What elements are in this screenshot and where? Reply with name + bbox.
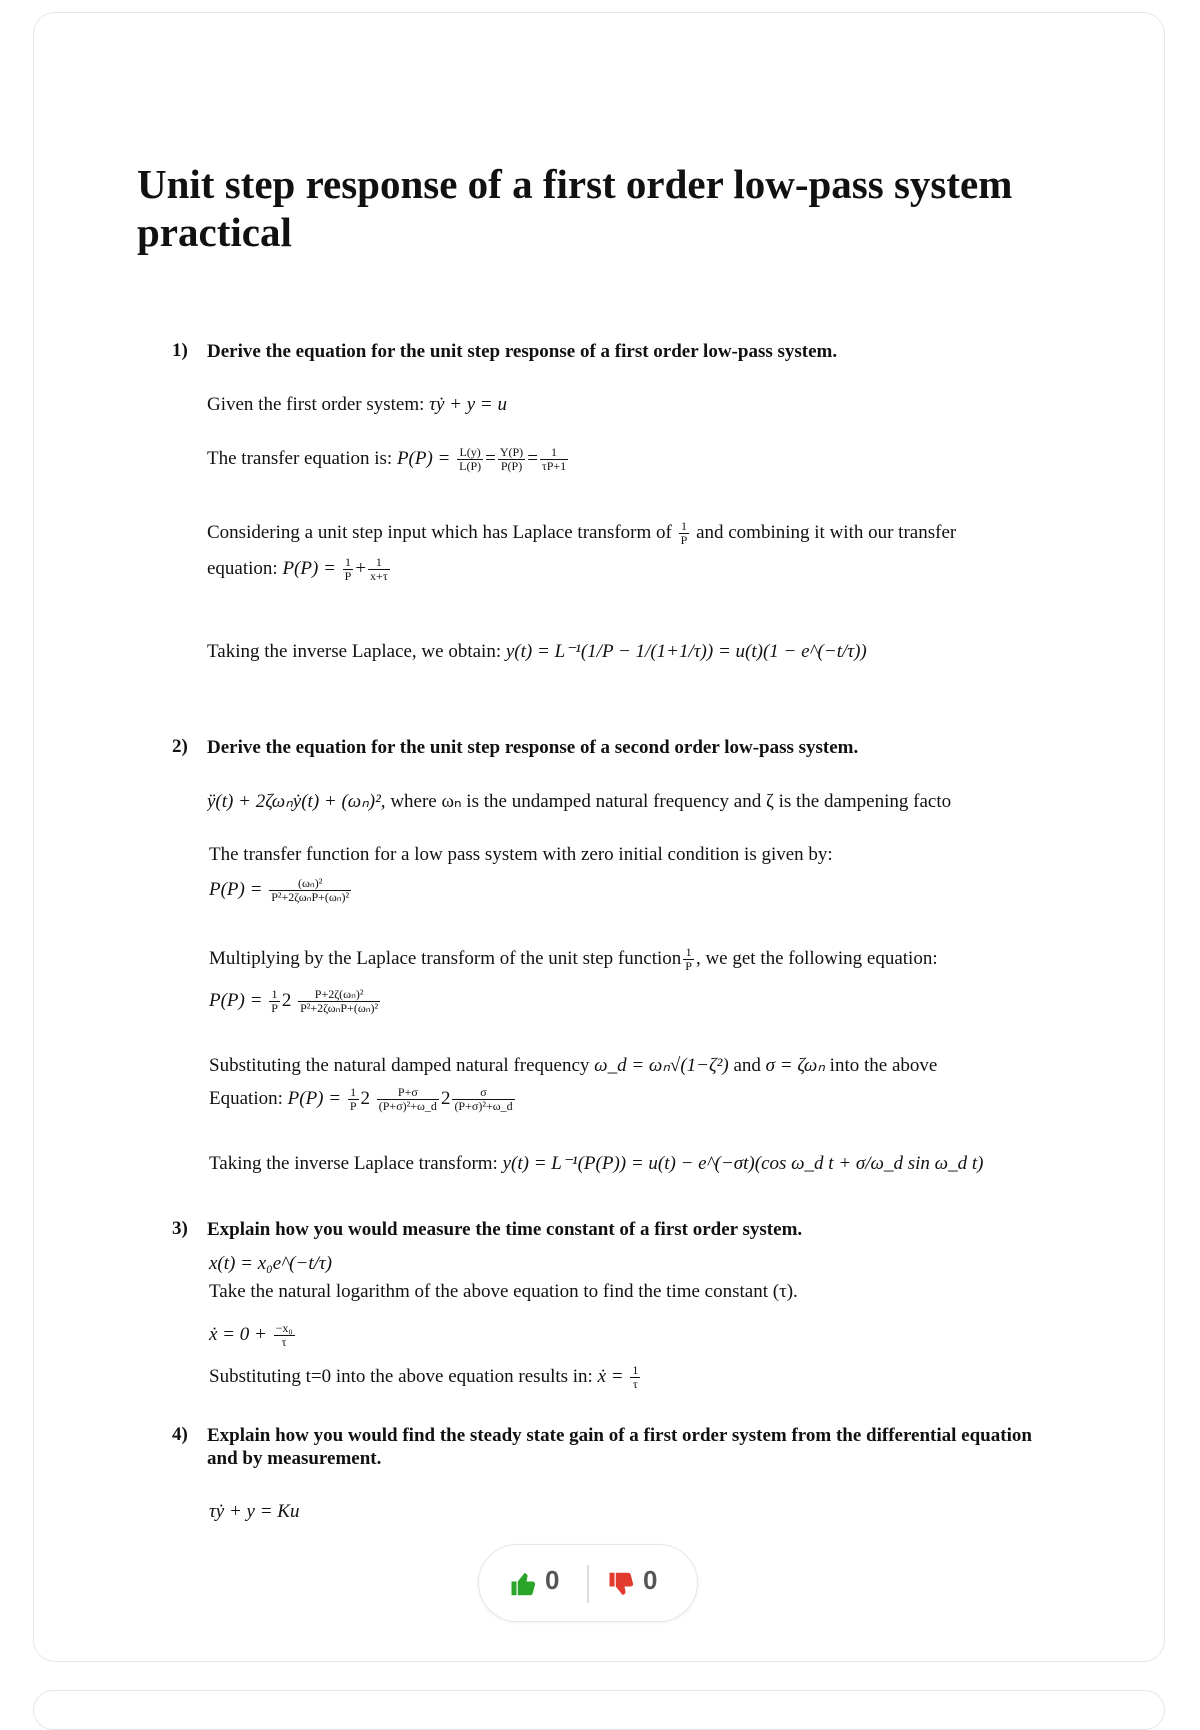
- denominator: τ: [281, 1335, 287, 1349]
- equation: ω_d = ωₙ√(1−ζ²): [594, 1055, 729, 1076]
- question-text: Explain how you would measure the time constant of a first order system.: [207, 1219, 803, 1240]
- minus-sign: 2: [440, 1087, 451, 1109]
- q2-transfer-function-text: The transfer function for a low pass system with zero initial condition is given by:: [209, 844, 833, 865]
- q3-decay-equation: [209, 1252, 332, 1275]
- q1-combined-equation: [207, 556, 392, 583]
- fraction: [274, 1322, 295, 1349]
- q3-log-text: Take the natural logarithm of the above equation to find the time constant (τ).: [209, 1281, 798, 1302]
- text: Substituting the natural damped natural frequency: [209, 1055, 590, 1076]
- equation: τẏ + y = Ku: [209, 1501, 300, 1522]
- denominator: x+τ: [370, 569, 388, 583]
- numerator: L(y): [457, 446, 483, 460]
- next-card: [33, 1690, 1165, 1730]
- answer-card: [33, 12, 1165, 1662]
- text: Multiplying by the Laplace transform of the unit step function: [209, 947, 682, 969]
- numerator: 1: [348, 1086, 359, 1100]
- denominator: P: [271, 1001, 278, 1015]
- numerator: 1: [679, 520, 690, 534]
- numerator: Y(P): [499, 445, 524, 459]
- question-number: 1): [172, 340, 188, 361]
- fraction: [457, 446, 483, 473]
- equation: τẏ + y = u: [429, 394, 507, 415]
- text: and: [733, 1055, 761, 1076]
- numerator: 1: [368, 556, 390, 570]
- denominator: P: [344, 569, 352, 583]
- fraction: [343, 556, 354, 583]
- q2-damped-equation: [209, 1086, 517, 1113]
- numerator: P+σ: [377, 1086, 439, 1100]
- denominator: (P+σ)²+ω_d: [378, 1099, 437, 1113]
- q2-multiply-step: [209, 946, 938, 973]
- q2-differential-equation: [207, 790, 1165, 813]
- text: Considering a unit step input which has Laplace transform of: [207, 521, 672, 543]
- minus-sign: 2: [281, 989, 292, 1011]
- denominator: (P+σ)²+ω_d: [454, 1099, 513, 1113]
- denominator: P: [680, 533, 688, 547]
- equation: ẋ =: [597, 1365, 624, 1387]
- q2-transfer-function: [209, 877, 353, 904]
- fraction: [540, 446, 568, 473]
- numerator: 1: [683, 946, 694, 960]
- question-text: Derive the equation for the unit step response of a first order low-pass system.: [207, 341, 838, 362]
- text: where ωₙ is the undamped natural frequency and ζ is the dampening facto: [390, 791, 952, 812]
- numerator: (ωₙ)²: [269, 877, 351, 891]
- denominator: L(P): [459, 459, 482, 473]
- thumbs-down-icon[interactable]: [607, 1569, 637, 1599]
- numerator: 1: [269, 988, 280, 1002]
- equation-lhs: ẋ = 0 +: [209, 1323, 267, 1345]
- equation: ÿ(t) + 2ζωₙẏ(t) + (ωₙ)²,: [207, 791, 386, 812]
- text: and combining it with our transfer: [696, 521, 957, 543]
- equation-lhs: P(P) =: [396, 447, 451, 469]
- fraction: [298, 988, 380, 1015]
- q2-step-equation: [209, 988, 382, 1015]
- question-text: Explain how you would find the steady state gain of a first order system from the differential equation and by measurement.: [207, 1425, 1032, 1469]
- q2-damped-frequency: [209, 1054, 937, 1077]
- downvote-count: 0: [643, 1565, 658, 1595]
- upvote-count: 0: [545, 1565, 560, 1595]
- numerator: 1: [632, 1363, 639, 1377]
- equation-lhs: P(P) =: [209, 878, 263, 900]
- equation: σ = ζωₙ: [765, 1055, 825, 1076]
- fraction: [368, 556, 390, 583]
- denominator: P: [685, 959, 692, 973]
- label: Equation:: [209, 1087, 283, 1109]
- text: Substituting t=0 into the above equation results in:: [209, 1365, 593, 1387]
- label: Given the first order system:: [207, 394, 425, 415]
- q2-inverse-laplace: [209, 1152, 1159, 1175]
- question-number: 3): [172, 1218, 188, 1239]
- fraction: [348, 1086, 359, 1113]
- numerator: 1: [540, 446, 568, 460]
- fraction: [452, 1086, 514, 1113]
- fraction: [630, 1364, 640, 1391]
- question-number: 4): [172, 1424, 188, 1445]
- text: , we get the following equation:: [695, 947, 938, 969]
- equation-lhs: P(P) =: [282, 557, 336, 579]
- q3-derivative-equation: [209, 1322, 297, 1349]
- plus-sign: +: [355, 557, 367, 579]
- thumbs-up-icon[interactable]: [509, 1569, 539, 1599]
- question-number: 2): [172, 736, 188, 757]
- fraction: [269, 988, 280, 1015]
- equation-lhs: P(P) =: [287, 1087, 342, 1109]
- denominator: P²+2ζωₙP+(ωₙ)²: [271, 890, 350, 904]
- denominator: τP+1: [541, 459, 567, 473]
- fraction: [498, 446, 525, 473]
- q1-given-system: [207, 393, 507, 416]
- divider: [587, 1565, 589, 1603]
- denominator: P: [349, 1099, 357, 1113]
- vote-bar: [478, 1544, 698, 1622]
- equation: y(t) = L⁻¹(1/P − 1/(1+1/τ)) = u(t)(1 − e^(−t/τ)): [505, 641, 867, 662]
- text: into the above: [829, 1055, 938, 1076]
- minus-sign: 2: [360, 1087, 371, 1109]
- fraction: [679, 520, 690, 547]
- page-title: Unit step response of a first order low-pass system practical: [137, 161, 1013, 255]
- fraction: [377, 1086, 439, 1113]
- equation: x(t) = x₀e^(−t/τ): [209, 1253, 333, 1274]
- q1-transfer-equation: The transfer equation is: P(P) = $\frac{L(y)}{L(P)}$ = $\frac{Y(P)}{P(P)}$ = $\frac{1}{\tau P+1}$: [207, 445, 567, 473]
- denominator: τ: [632, 1377, 638, 1391]
- fraction: [683, 946, 694, 973]
- label: equation:: [207, 557, 278, 579]
- fraction: [269, 877, 351, 904]
- q4-gain-equation: [209, 1500, 299, 1523]
- denominator: P²+2ζωₙP+(ωₙ)²: [300, 1001, 379, 1015]
- numerator: 1: [343, 556, 354, 570]
- q3-substitution: [209, 1364, 642, 1391]
- label: Taking the inverse Laplace transform:: [209, 1153, 498, 1174]
- q1-inverse-laplace: [207, 640, 867, 663]
- equation: y(t) = L⁻¹(P(P)) = u(t) − e^(−σt)(cos ω_d t + σ/ω_d sin ω_d t): [502, 1153, 984, 1174]
- denominator: P(P): [500, 459, 523, 473]
- q1-laplace-step: [207, 520, 956, 547]
- numerator: σ: [452, 1086, 514, 1100]
- equation-lhs: P(P) =: [209, 989, 263, 1011]
- numerator: −x₀: [275, 1321, 293, 1335]
- numerator: P+2ζ(ωₙ)²: [298, 988, 380, 1002]
- label: The transfer equation is:: [207, 447, 393, 469]
- label: Taking the inverse Laplace, we obtain:: [207, 641, 502, 662]
- question-text: Derive the equation for the unit step response of a second order low-pass system.: [207, 737, 859, 758]
